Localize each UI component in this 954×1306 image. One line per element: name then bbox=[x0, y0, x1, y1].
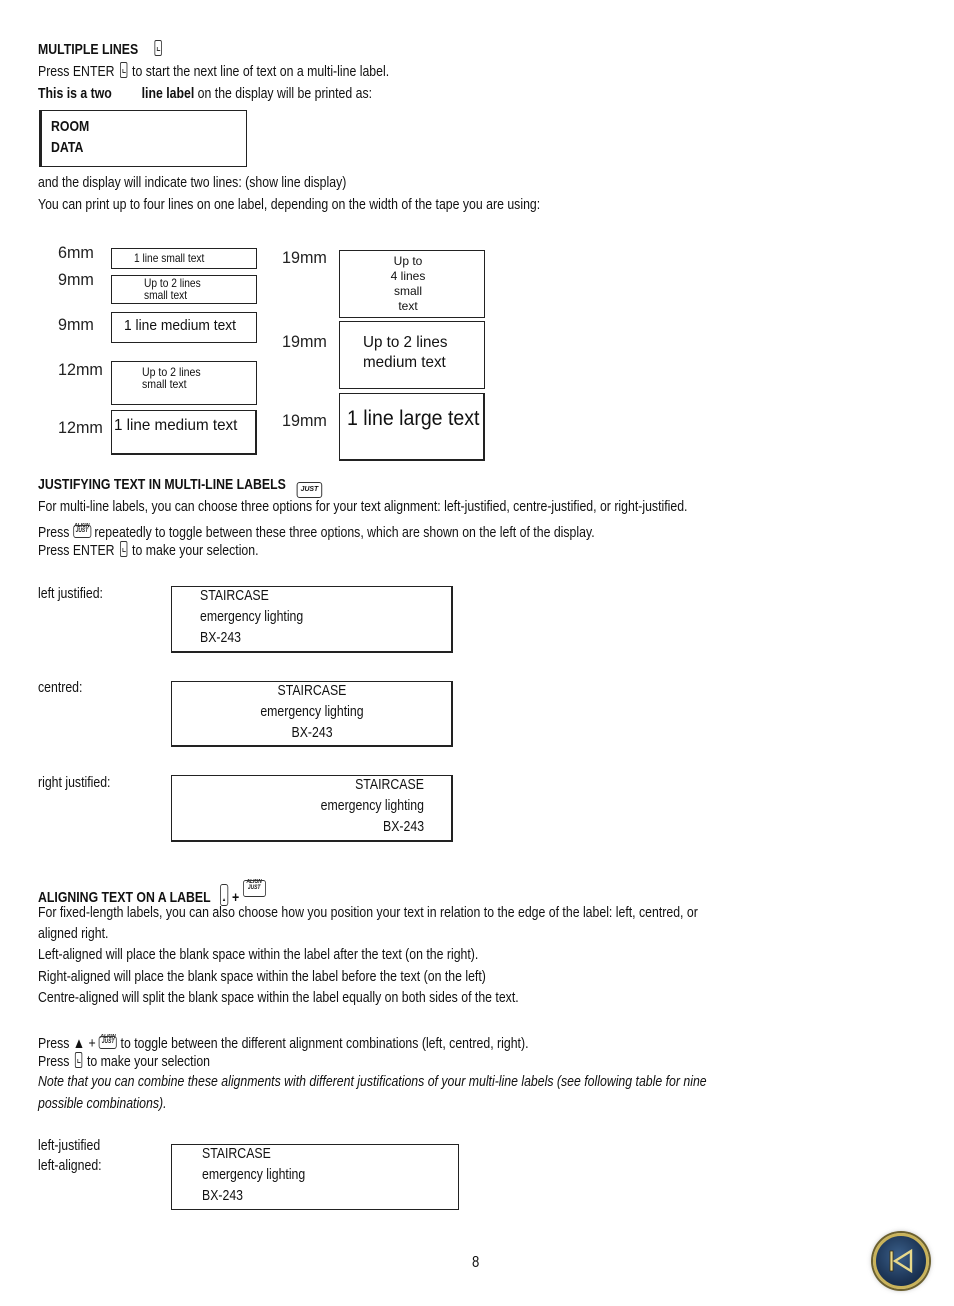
align-label: ALIGN bbox=[74, 523, 90, 529]
tape-sample-text: 4 lines bbox=[390, 269, 426, 283]
just-key-icon: JUST bbox=[297, 482, 323, 498]
heading-aligning bbox=[38, 880, 266, 904]
tape-sample-text: 1 line small text bbox=[134, 251, 205, 265]
sample-lines bbox=[200, 585, 303, 648]
aligning-note-1: Note that you can combine these alignments with different justifications of your multi-line labels (see following table for nine bbox=[38, 1073, 707, 1090]
sample-lines bbox=[202, 1143, 305, 1206]
tape-sample-box bbox=[111, 361, 257, 405]
tape-sample-box bbox=[111, 248, 257, 269]
justify-press bbox=[38, 519, 595, 539]
align-label: ALIGN bbox=[100, 1034, 116, 1040]
sample-row bbox=[172, 701, 452, 722]
just-label: JUST bbox=[99, 1036, 117, 1049]
sample-row bbox=[172, 774, 424, 795]
aligning-press-enter bbox=[38, 1052, 210, 1072]
tape-sample-box bbox=[339, 250, 485, 318]
skip-back-icon bbox=[876, 1236, 926, 1286]
sample-lines bbox=[172, 774, 424, 837]
just-label: JUST bbox=[73, 525, 91, 538]
tape-sample-text: 1 line large text bbox=[347, 407, 480, 430]
left-justified-sample bbox=[171, 586, 453, 653]
heading-text: ALIGNING TEXT ON A LABEL bbox=[38, 889, 211, 906]
sample-row bbox=[172, 680, 452, 701]
text-instruction: to start the next line of text on a multi-line label. bbox=[132, 63, 390, 80]
tape-sample-box bbox=[339, 393, 485, 461]
align-label: ALIGN bbox=[246, 879, 262, 885]
four-lines-text: You can print up to four lines on one label, depending on the width of the tape you are using: bbox=[38, 196, 541, 213]
tape-sample-box bbox=[111, 410, 257, 455]
sample-row bbox=[172, 795, 424, 816]
label-left-justified-2: left-justified bbox=[38, 1137, 101, 1154]
sample-line: emergency lighting bbox=[202, 1166, 306, 1183]
aligning-note-2: possible combinations). bbox=[38, 1095, 167, 1112]
label-centred: centred: bbox=[38, 679, 83, 696]
sample-line: emergency lighting bbox=[260, 703, 364, 720]
text-selection: to make your selection bbox=[86, 1053, 211, 1070]
sample-line: BX-243 bbox=[200, 629, 242, 646]
display-indicate-text: and the display will indicate two lines: (show line display) bbox=[38, 174, 347, 191]
justify-enter bbox=[38, 541, 259, 561]
text-press-enter: Press ENTER bbox=[38, 63, 115, 80]
tape-width-label: 12mm bbox=[58, 360, 103, 379]
sample-line: BX-243 bbox=[382, 818, 424, 835]
text-selection: to make your selection. bbox=[132, 542, 259, 559]
sample-line: emergency lighting bbox=[320, 797, 424, 814]
right-justified-sample bbox=[171, 775, 453, 842]
label-left-justified: left justified: bbox=[38, 585, 103, 602]
heading-multiple-lines bbox=[38, 40, 164, 60]
text-bold-b: line label bbox=[141, 85, 195, 102]
heading-text: MULTIPLE LINES bbox=[38, 41, 139, 58]
two-line-label-sentence bbox=[38, 84, 372, 104]
tape-width-label: 9mm bbox=[58, 270, 94, 289]
aligning-p1b: aligned right. bbox=[38, 925, 109, 942]
tape-sample-text: Up to 2 lines bbox=[142, 365, 201, 379]
label-left-aligned: left-aligned: bbox=[38, 1157, 102, 1174]
back-button[interactable] bbox=[873, 1233, 929, 1289]
text-bold-a: This is a two bbox=[38, 85, 112, 102]
tape-sample-box bbox=[111, 312, 257, 343]
tape-width-label: 6mm bbox=[58, 243, 94, 262]
sample-row bbox=[172, 722, 452, 743]
text-rest: on the display will be printed as: bbox=[197, 85, 373, 102]
text-press: Press bbox=[38, 1053, 70, 1070]
tape-width-label: 19mm bbox=[282, 248, 327, 267]
plus-sign: + bbox=[232, 889, 240, 906]
heading-justifying bbox=[38, 475, 320, 495]
enter-key-icon bbox=[75, 1052, 82, 1068]
enter-key-icon bbox=[155, 40, 162, 56]
page-number: 8 bbox=[472, 1254, 480, 1271]
tape-sample-box bbox=[111, 275, 257, 304]
sample-line: BX-243 bbox=[202, 1187, 244, 1204]
tape-sample-text: small text bbox=[142, 377, 187, 391]
sample-line-1: ROOM bbox=[51, 118, 90, 135]
tape-sample-text: small text bbox=[144, 288, 188, 302]
enter-key-icon bbox=[120, 62, 127, 78]
tape-width-label: 19mm bbox=[282, 332, 327, 351]
tape-width-label: 9mm bbox=[58, 315, 94, 334]
aligning-p2: Left-aligned will place the blank space within the label after the text (on the right). bbox=[38, 946, 479, 963]
tape-sample-text: small bbox=[393, 284, 422, 298]
sample-line: BX-243 bbox=[291, 724, 333, 741]
tape-sample-text: Up to 2 lines bbox=[363, 334, 448, 351]
tape-sample-text: 1 line medium text bbox=[124, 317, 236, 334]
left-justified-left-aligned-sample bbox=[171, 1144, 459, 1210]
multiple-lines-instruction bbox=[38, 62, 389, 82]
text-toggle: to toggle between the different alignment combinations (left, centred, right). bbox=[120, 1035, 529, 1052]
heading-text: JUSTIFYING TEXT IN MULTI-LINE LABELS bbox=[38, 476, 286, 493]
room-data-label-sample bbox=[39, 110, 247, 167]
sample-line: STAIRCASE bbox=[355, 776, 424, 793]
aligning-p3: Right-aligned will place the blank space within the label before the text (on the left) bbox=[38, 968, 486, 985]
tape-sample-text: 1 line medium text bbox=[114, 417, 238, 434]
sample-line: STAIRCASE bbox=[200, 587, 269, 604]
text-press-enter: Press ENTER bbox=[38, 542, 115, 559]
centred-sample bbox=[171, 681, 453, 747]
align-just-key-icon bbox=[73, 519, 91, 541]
tape-sample-text: medium text bbox=[363, 354, 446, 371]
aligning-p4: Centre-aligned will split the blank space within the label equally on both sides of the text. bbox=[38, 989, 519, 1006]
justify-intro: For multi-line labels, you can choose three options for your text alignment: left-justified, centre-justified, or right-justified. bbox=[38, 498, 688, 515]
sample-lines bbox=[172, 680, 452, 743]
tape-width-label: 12mm bbox=[58, 418, 103, 437]
sample-line: emergency lighting bbox=[200, 608, 304, 625]
aligning-p1: For fixed-length labels, you can also choose how you position your text in relation to the edge of the label: left, centred, or bbox=[38, 904, 698, 921]
sample-row bbox=[172, 816, 424, 837]
text-press-up-plus: Press ▲ + bbox=[38, 1035, 96, 1052]
text-press: Press bbox=[38, 524, 70, 541]
sample-line: STAIRCASE bbox=[277, 682, 347, 699]
tape-sample-box bbox=[339, 321, 485, 389]
align-just-key-icon bbox=[99, 1030, 117, 1052]
sample-line: STAIRCASE bbox=[202, 1145, 271, 1162]
tape-sample-text: Up to bbox=[393, 254, 423, 268]
tape-sample-text: text bbox=[398, 299, 418, 313]
just-label: JUST bbox=[243, 880, 266, 897]
aligning-press-toggle bbox=[38, 1030, 528, 1050]
tape-width-label: 19mm bbox=[282, 411, 327, 430]
enter-key-icon bbox=[120, 541, 127, 557]
tape-sample-text: Up to 2 lines bbox=[144, 276, 201, 290]
sample-line-2: DATA bbox=[51, 139, 84, 156]
label-right-justified: right justified: bbox=[38, 774, 111, 791]
text-toggle: repeatedly to toggle between these three options, which are shown on the left of the display. bbox=[94, 524, 595, 541]
